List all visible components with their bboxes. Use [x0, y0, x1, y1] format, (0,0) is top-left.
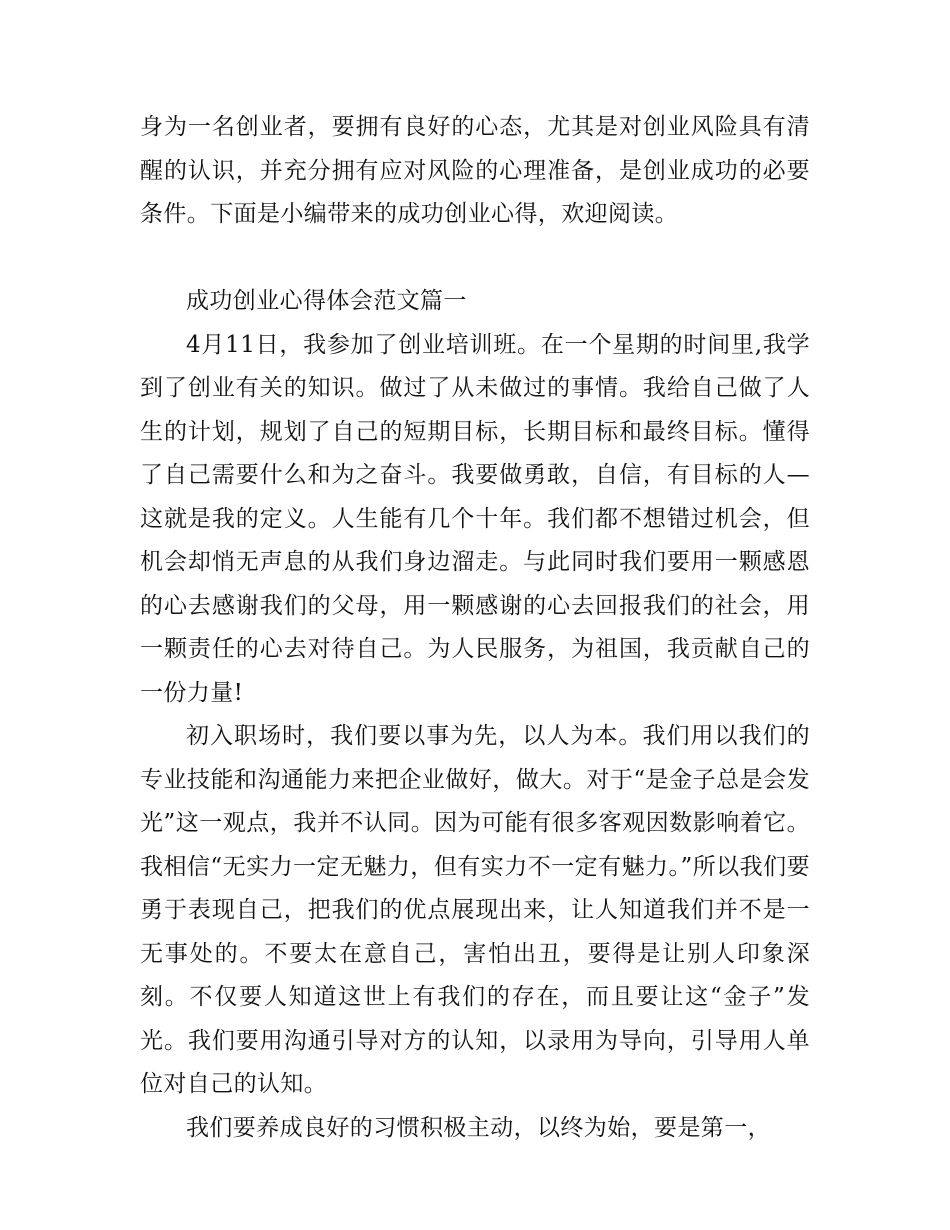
body-paragraph-1: 4月11日，我参加了创业培训班。在一个星期的时间里,我学到了创业有关的知识。做过了从未做过的事情。我给自己做了人生的计划，规划了自己的短期目标，长期目标和最终目标。懂得了自己需要什么和为之奋斗。我要做勇敢，自信，有目标的人—这就是我的定义。人生能有几个十年。我们都不想错过机会，但机会却悄无声息的从我们身边溜走。与此同时我们要用一颗感恩的心去感谢我们的父母，用一颗感谢的心去回报我们的社会，用一颗责任的心去对待自己。为人民服务，为祖国，我贡献自己的一份力量!	[140, 331, 810, 706]
body-paragraph-3: 我们要养成良好的习惯积极主动，以终为始，要是第一，	[186, 1114, 771, 1141]
body-paragraph-2: 初入职场时，我们要以事为先，以人为本。我们用以我们的专业技能和沟通能力来把企业做好，做大。对于“是金子总是会发光”这一观点，我并不认同。因为可能有很多客观因数影响着它。我相信“无实力一定无魅力，但有实力不一定有魅力。”所以我们要勇于表现自己，把我们的优点展现出来，让人知道我们并不是一无事处的。不要太在意自己，害怕出丑，要得是让别人印象深刻。不仅要人知道这世上有我们的存在，而且要让这“金子”发光。我们要用沟通引导对方的认知，以录用为导向，引导用人单位对自己的认知。	[140, 723, 810, 1097]
intro-paragraph: 身为一名创业者，要拥有良好的心态，尤其是对创业风险具有清醒的认识，并充分拥有应对风险的心理准备，是创业成功的必要条件。下面是小编带来的成功创业心得，欢迎阅读。	[140, 114, 810, 227]
section-title: 成功创业心得体会范文篇一	[186, 288, 467, 314]
intro-section	[140, 106, 810, 237]
article-body	[140, 280, 810, 1150]
